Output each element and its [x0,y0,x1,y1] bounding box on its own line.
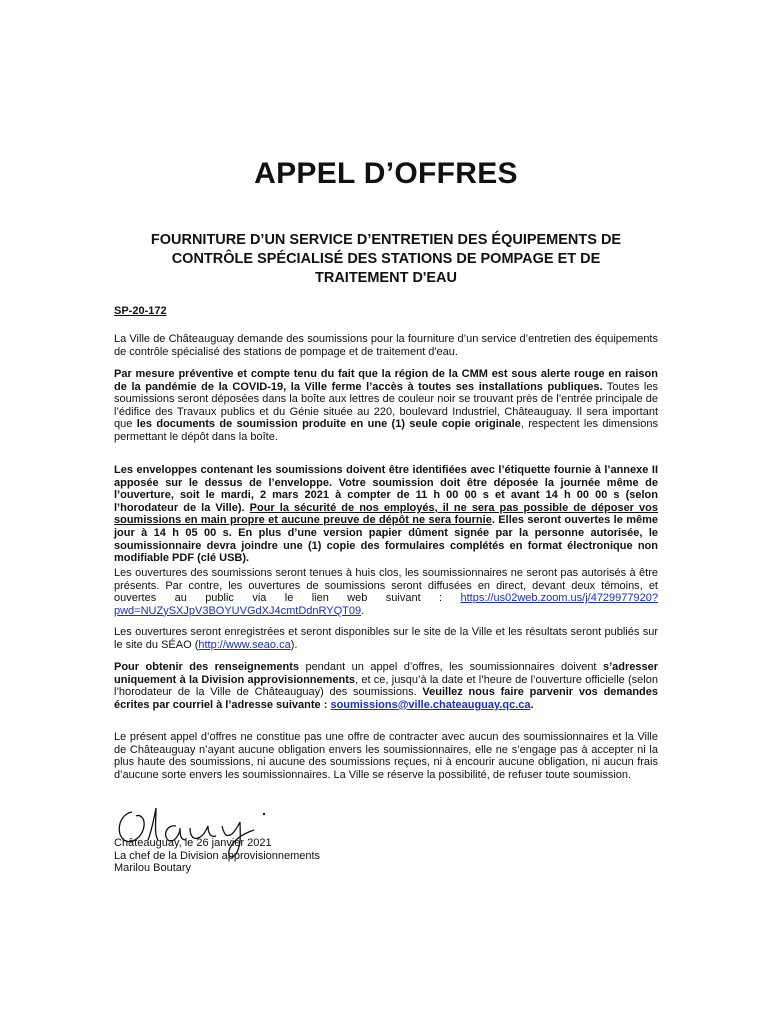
covid-text: Toutes les soumissions seront déposées dans la boîte aux lettres de couleur noir se trouvant près de l’entrée principale de l’édifice des Travaux publics et du Génie située au 220, boulevard Industriel, Châteauguay. Il sera important que [114,380,658,431]
info-bold-text-2: s’adresser uniquement à la Division approvisionnements [114,661,658,686]
signature-block [114,837,320,875]
opening-text: Les ouvertures des soumissions seront tenues à huis clos, les soumissionnaires ne seront pas autorisés à être présents. Par contre, les ouvertures de soumissions seront diffusées en direct, devant deux témoins, et ouvertes au public via le lien web suivant : [114,567,658,605]
page-title: APPEL D’OFFRES [254,157,518,190]
signature-date: Châteauguay, le 26 janvier 2021 [114,837,272,849]
opening-paragraph [114,567,658,617]
subtitle-line: TRAITEMENT D'EAU [315,270,457,286]
signature-role: La chef de la Division approvisionnements [114,849,321,862]
zoom-link[interactable]: https://us02web.zoom.us/j/4729977920?pwd=NUZySXJpV3BOYUVGdXJ4cmtDdnRYQT09 [114,592,658,617]
email-link[interactable]: soumissions@ville.chateauguay.qc.ca [330,698,531,711]
disclaimer-paragraph: Le présent appel d’offres ne constitue pas une offre de contracter avec aucun des soumissionnaires et la Ville de Châteauguay n’ayant aucune obligation envers les soumissionnaires, elle ne s’engage pas à accepter ni la plus haute des soumissions, ni aucune des soumissions reçues, ni à encourir aucune obligation, ni aucun frais d’aucune sorte envers les soumissionnaires. La Ville se réserve la possibilité, de refuser toute soumission. [114,731,658,781]
envelope-underlined-text: Pour la sécurité de nos employés, il ne sera pas possible de déposer vos soumissions en main propre et aucune preuve de dépôt ne sera fournie [114,501,658,527]
subtitle-line: FOURNITURE D’UN SERVICE D’ENTRETIEN DES ÉQUIPEMENTS DE [150,232,622,248]
info-bold-text-3: Veuillez nous faire parvenir vos demandes écrites par courriel à l’adresse suivante : [114,686,658,711]
subtitle-line: CONTRÔLE SPÉCIALISÉ DES STATIONS DE POMPAGE ET DE [171,251,601,267]
document-subtitle [114,231,658,288]
info-text-2: , et ce, jusqu’à la date et l’heure de l’ouverture officielle (selon l’horodateur de la Ville de Châteauguay) des soumissions. [114,673,658,699]
opening-text-end: . [361,604,365,617]
recording-text-end: ). [290,638,298,651]
reference-number: SP-20-172 [114,305,167,317]
envelope-bold-text-2: . Elles seront ouvertes le même jour à 14 h 05 00 s. En plus d’une version papier dûment signée par la personne autorisée, le soumissionnaire devra joindre une (1) copie des formulaires complétés en format électronique non modifiable PDF (clé USB). [114,514,659,565]
signature-name: Marilou Boutary [114,862,192,875]
intro-paragraph: La Ville de Châteauguay demande des soumissions pour la fourniture d’un service d’entretien des équipements de contrôle spécialisé des stations de pompage et de traitement d'eau. [114,333,658,358]
info-bold-text: Pour obtenir des renseignements [114,661,299,673]
covid-bold-text-2: les documents de soumission produite en une (1) seule copie originale [136,418,521,431]
envelope-paragraph [114,464,658,565]
recording-paragraph [114,626,658,651]
info-text-end: . [530,698,534,711]
info-text: pendant un appel d’offres, les soumissionnaires doivent [299,661,603,673]
info-paragraph [114,661,658,711]
seao-link[interactable]: http://www.seao.ca [198,638,291,651]
envelope-bold-text: Les enveloppes contenant les soumissions doivent être identifiées avec l’étiquette fournie à l’annexe II apposée sur le dessus de l’enveloppe. Votre soumission doit être déposée la journée même de l’ouverture, soit le mardi, 2 mars 2021 à compter de 11 h 00 00 s et avant 14 h 00 00 s (selon l’horodateur de la Ville). [114,464,658,514]
covid-bold-text: Par mesure préventive et compte tenu du fait que la région de la CMM est sous alerte rouge en raison de la pandémie de la COVID-19, la Ville ferme l’accès à toutes ses installations publiques. [114,368,658,393]
covid-paragraph [114,368,658,444]
covid-text-2: , respectent les dimensions permettant le dépôt dans la boîte. [114,418,658,443]
recording-text: Les ouvertures seront enregistrées et seront disponibles sur le site de la Ville et les résultats seront publiés sur le site du SÉAO ( [114,626,658,651]
